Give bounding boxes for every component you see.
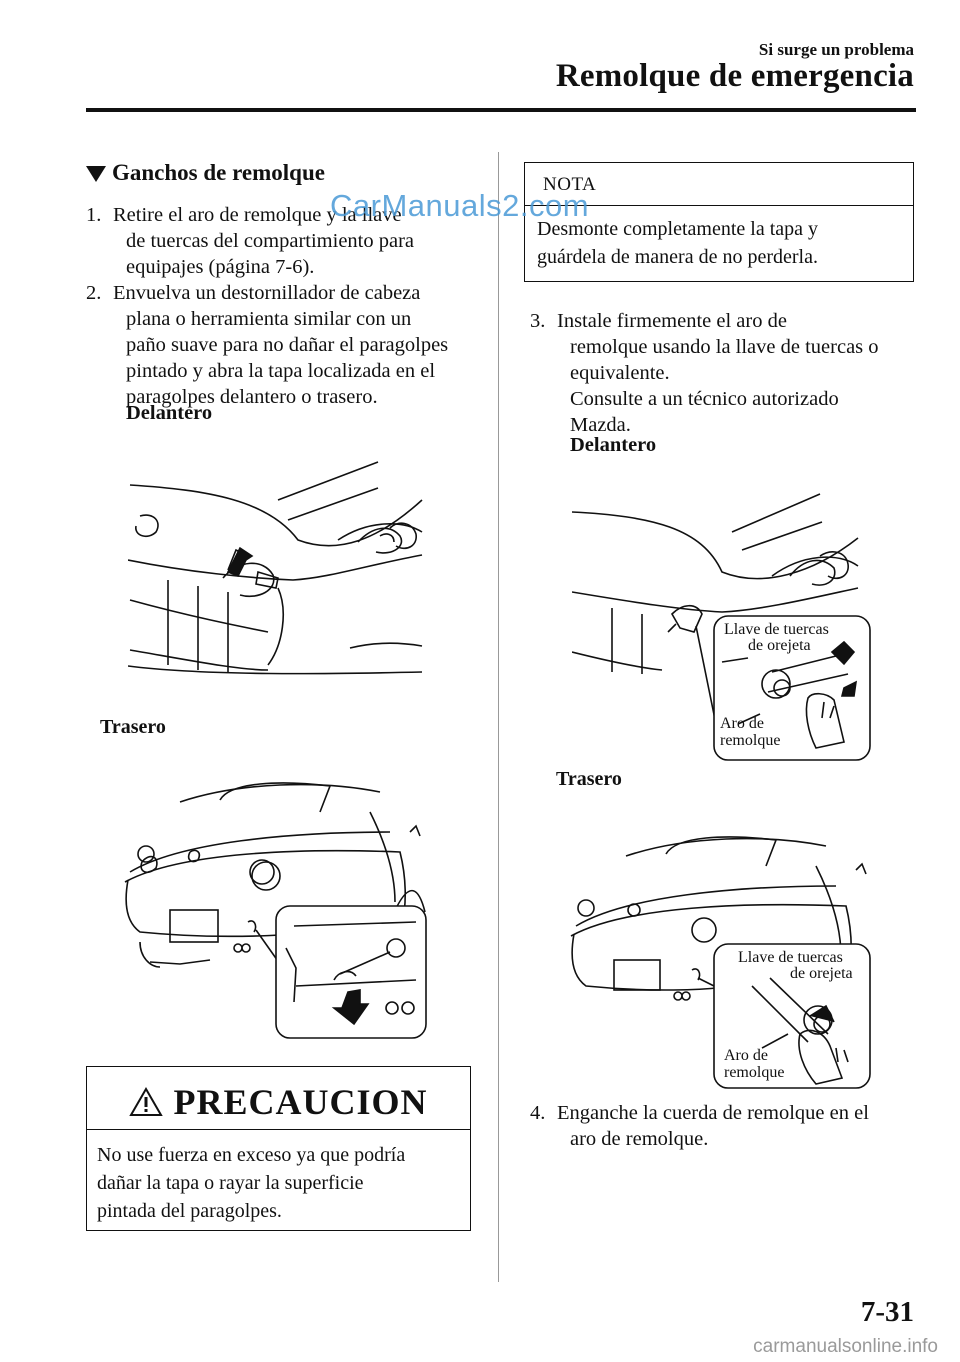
step-1-line-3: equipajes (página 7-6). [126,256,315,278]
caution-box [86,1066,471,1231]
caution-rule [87,1129,470,1130]
callout-ring-rear-line-1: Aro de [724,1047,768,1064]
step-1-line-1: Retire el aro de remolque y la llave [113,204,402,226]
section-title-text: Ganchos de remolque [112,160,325,185]
section-title [86,160,325,186]
note-title: NOTA [543,174,597,195]
caution-header [87,1081,470,1123]
callout-wrench-line-1: Llave de tuercas [724,621,829,638]
step-2-line-2: plana o herramienta similar con un [126,308,412,330]
caution-line-2: dañar la tapa o rayar la superficie [97,1172,364,1194]
caution-line-3: pintada del paragolpes. [97,1200,282,1222]
callout-wrench-rear-line-1: Llave de tuercas [738,949,843,966]
step-4-number: 4. [530,1102,546,1124]
figure-rear-cover-open [120,772,430,1042]
watermark-carmanuals2: CarManuals2.com [330,188,590,223]
step-4-line-2: aro de remolque. [570,1128,709,1150]
caution-body [97,1141,462,1225]
step-1-line-2: de tuercas del compartimiento para [126,230,415,252]
step-3-line-2: remolque usando la llave de tuercas o [570,336,879,358]
step-2 [86,280,486,410]
step-2-line-5: paragolpes delantero o trasero. [126,386,378,408]
header-rule [86,108,916,112]
callout-ring-rear-line-2: remolque [724,1064,785,1081]
step-2-number: 2. [86,282,102,304]
callout-ring-line-1: Aro de [720,715,764,732]
step-2-line-4: pintado y abra la tapa localizada en el [126,360,436,382]
label-rear-left: Trasero [100,716,166,738]
step-2-line-3: paño suave para no dañar el paragolpes [126,334,449,356]
caution-line-1: No use fuerza en exceso ya que podría [97,1144,406,1166]
footer-watermark: carmanualsonline.info [753,1336,938,1357]
step-3-line-5: Mazda. [570,414,631,436]
page-title: Remolque de emergencia [555,58,914,94]
figure-front-ring-install [572,492,872,764]
step-4 [530,1100,915,1152]
step-3-line-1: Instale firmemente el aro de [557,310,787,332]
figure-front-cover-open [128,460,424,700]
label-rear-right: Trasero [556,768,622,790]
note-line-2: guárdela de manera de no perderla. [537,246,818,268]
step-1-number: 1. [86,204,102,226]
step-3-number: 3. [530,310,546,332]
note-body [537,215,897,271]
callout-ring-line-2: remolque [720,732,781,749]
step-3 [530,308,915,438]
step-3-line-3: equivalente. [570,362,670,384]
callout-wrench-line-2: de orejeta [748,637,811,654]
triangle-bullet-icon [86,166,106,182]
step-4-line-1: Enganche la cuerda de remolque en el [557,1102,869,1124]
label-front-left: Delantero [126,402,213,424]
step-3-line-4: Consulte a un técnico autorizado [570,388,839,410]
warning-triangle-icon [129,1087,163,1117]
step-2-line-1: Envuelva un destornillador de cabeza [113,282,421,304]
figure-rear-ring-install [566,826,876,1090]
caution-title: PRECAUCION [173,1082,428,1122]
note-line-1: Desmonte completamente la tapa y [537,218,819,240]
header-section: Si surge un problema [758,40,914,59]
page-number: 7-31 [860,1296,914,1328]
callout-wrench-rear-line-2: de orejeta [790,965,853,982]
column-divider [498,152,499,1282]
label-front-right: Delantero [570,434,657,456]
